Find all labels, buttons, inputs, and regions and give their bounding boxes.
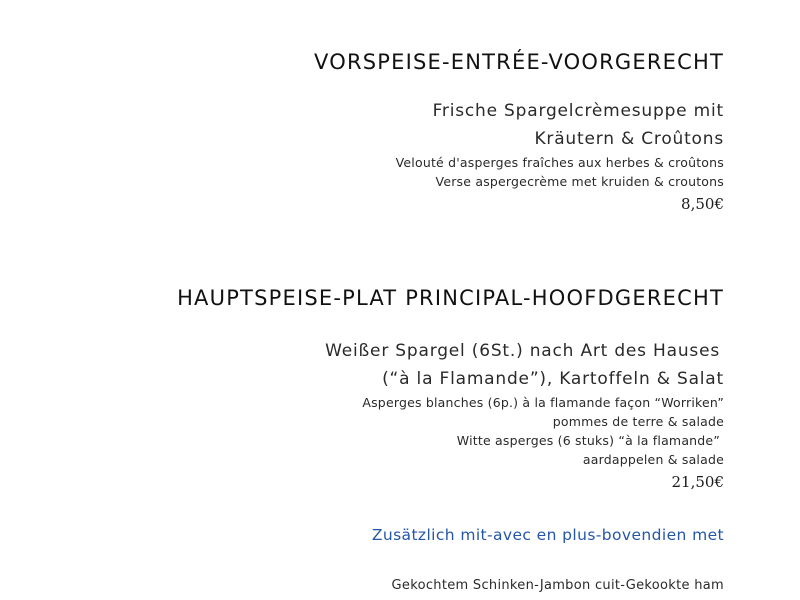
main-dutch-line1: Witte asperges (6 stuks) “à la flamande”: [456, 433, 720, 448]
main-heading-wrap: [177, 286, 724, 310]
extras-item-ham: Gekochtem Schinken-Jambon cuit-Gekookte ham: [391, 578, 724, 593]
main-french-line2: pommes de terre & salade: [552, 414, 724, 429]
starter-french: Velouté d'asperges fraîches aux herbes & croûtons: [395, 155, 724, 170]
starter-dutch: Verse aspergecrème met kruiden & croutons: [435, 174, 724, 189]
starter-dish: [396, 97, 724, 215]
starter-heading-text: VORSPEISE-ENTRÉE-VOORGERECHT: [314, 50, 724, 74]
main-dutch-line2: aardappelen & salade: [582, 452, 724, 467]
starter-name-line1: Frische Spargelcrèmesuppe mit: [432, 101, 724, 121]
extras-item-wrap: [392, 578, 724, 593]
main-french-line1: Asperges blanches (6p.) à la flamande façon “Worriken”: [362, 395, 724, 410]
starter-name-line2: Kräutern & Croûtons: [534, 129, 724, 149]
main-heading: HAUPTSPEISE-PLAT PRINCIPAL-HOOFDGERECHT: [177, 286, 724, 310]
extras-heading-wrap: [372, 526, 724, 544]
extras-heading: Zusätzlich mit-avec en plus-bovendien met: [371, 526, 724, 544]
main-dish: [325, 337, 724, 493]
main-price: 21,50€: [671, 473, 724, 491]
starter-price: 8,50€: [681, 195, 724, 213]
main-name-line1: Weißer Spargel (6St.) nach Art des Hauses: [325, 341, 720, 361]
main-name-line2: (“à la Flamande”), Kartoffeln & Salat: [382, 369, 724, 389]
starter-heading-wrap: [314, 50, 724, 74]
